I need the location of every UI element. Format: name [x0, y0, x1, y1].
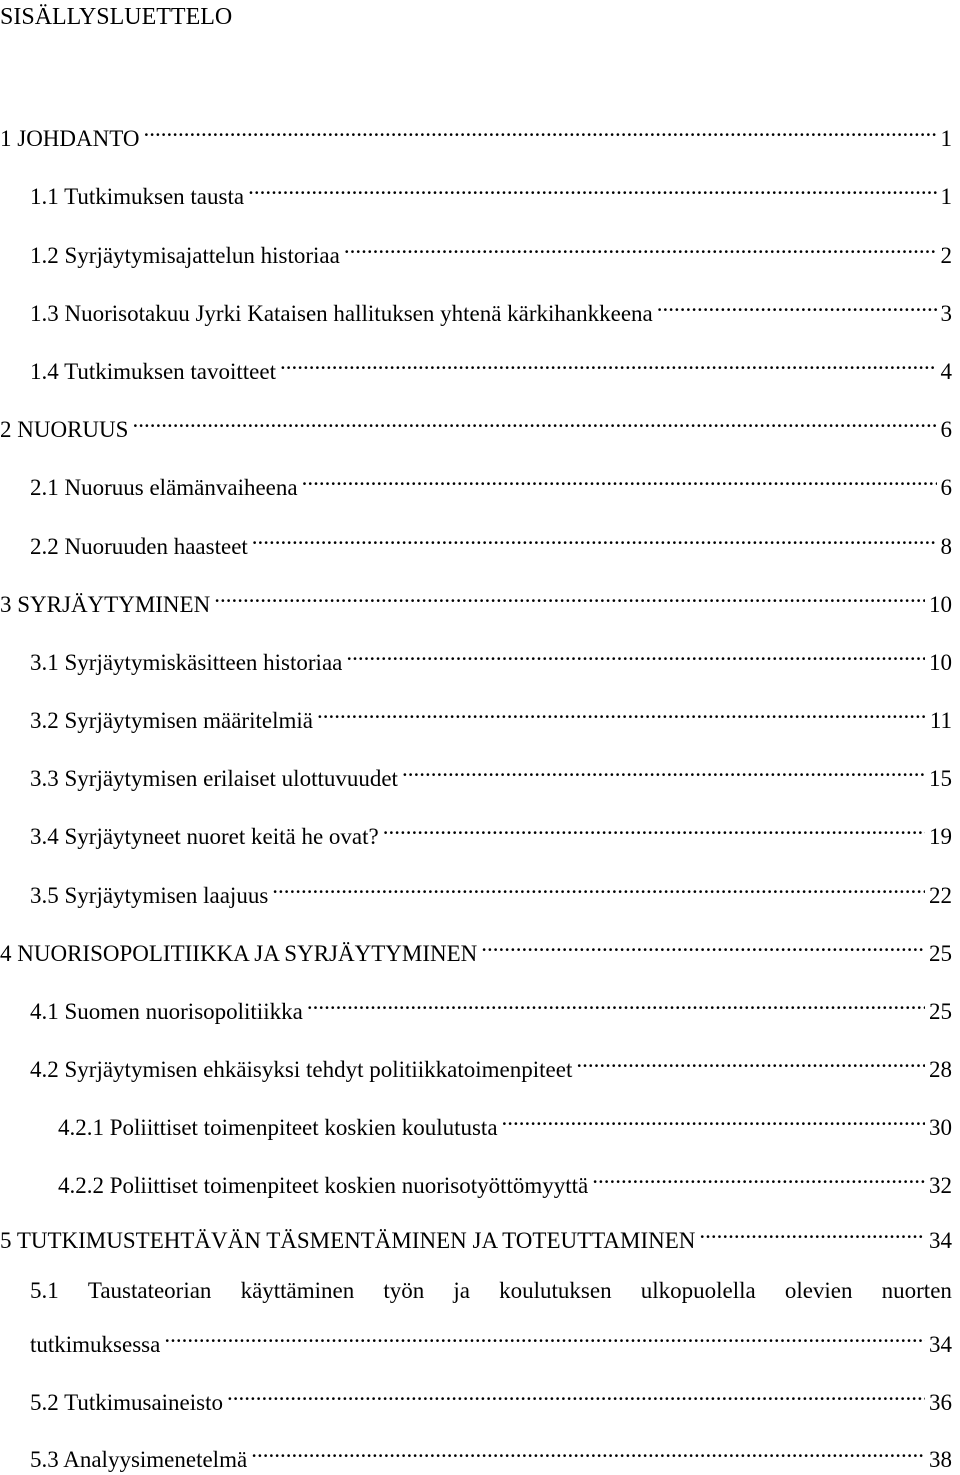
toc-leader-dots	[132, 407, 936, 437]
page-title: SISÄLLYSLUETTELO	[0, 4, 233, 30]
toc-leader-dots	[248, 174, 936, 204]
toc-page-number: 10	[929, 592, 952, 617]
toc-entry[interactable]	[0, 931, 952, 969]
toc-word: koulutuksen	[499, 1278, 612, 1303]
toc-entry-label: 2 NUORUUS	[0, 417, 129, 442]
toc-entry-label: 2.2 Nuoruuden haasteet	[30, 534, 248, 559]
toc-page-number: 34	[929, 1332, 952, 1357]
toc-entry-label: tutkimuksessa	[30, 1332, 161, 1357]
toc-entry[interactable]	[0, 116, 952, 154]
toc-leader-dots	[481, 931, 925, 961]
toc-page-number: 30	[929, 1115, 952, 1140]
toc-entry[interactable]	[58, 1163, 952, 1201]
toc-entry[interactable]	[30, 814, 952, 852]
toc-entry[interactable]	[0, 1218, 952, 1256]
toc-word: ja	[453, 1278, 470, 1303]
toc-leader-dots	[272, 873, 925, 903]
toc-entry[interactable]	[30, 756, 952, 794]
toc-entry[interactable]	[30, 1380, 952, 1418]
toc-leader-dots	[144, 116, 937, 146]
toc-leader-dots	[302, 465, 937, 495]
toc-entry-label: 1 JOHDANTO	[0, 126, 140, 151]
toc-page-number: 19	[929, 824, 952, 849]
toc-entry-label: 1.4 Tutkimuksen tavoitteet	[30, 359, 276, 384]
toc-page-number: 3	[940, 301, 952, 326]
toc-page-number: 1	[940, 126, 952, 151]
toc-leader-dots	[402, 756, 925, 786]
toc-entry-label: 4.1 Suomen nuorisopolitiikka	[30, 999, 303, 1024]
toc-entry-label: 3.3 Syrjäytymisen erilaiset ulottuvuudet	[30, 766, 398, 791]
toc-entry-label: 5.2 Tutkimusaineisto	[30, 1390, 223, 1415]
toc-leader-dots	[592, 1163, 925, 1193]
toc-page-number: 6	[940, 417, 952, 442]
toc-entry[interactable]	[0, 407, 952, 445]
toc-page-number: 11	[929, 708, 952, 733]
toc-entry[interactable]	[30, 291, 952, 329]
toc-entry[interactable]	[30, 1047, 952, 1085]
toc-entry[interactable]	[30, 873, 952, 911]
toc-entry-label: 4 NUORISOPOLITIIKKA JA SYRJÄYTYMINEN	[0, 941, 478, 966]
toc-entry-label: 2.1 Nuoruus elämänvaiheena	[30, 475, 298, 500]
toc-leader-dots	[383, 814, 925, 844]
toc-leader-dots	[502, 1105, 925, 1135]
toc-entry[interactable]	[30, 989, 952, 1027]
toc-leader-dots	[699, 1218, 925, 1248]
toc-leader-dots	[227, 1380, 925, 1410]
toc-entry[interactable]	[30, 640, 952, 678]
toc-entry[interactable]	[30, 698, 952, 736]
toc-entry[interactable]	[30, 349, 952, 387]
toc-leader-dots	[344, 233, 937, 263]
toc-page-number: 38	[929, 1447, 952, 1472]
toc-page-number: 32	[929, 1173, 952, 1198]
toc-page-number: 28	[929, 1057, 952, 1082]
toc-entry[interactable]	[30, 233, 952, 271]
toc-entry[interactable]	[30, 1437, 952, 1475]
toc-entry-label: 1.1 Tutkimuksen tausta	[30, 184, 245, 209]
toc-word: käyttäminen	[240, 1278, 355, 1303]
toc-page-number: 6	[940, 475, 952, 500]
toc-entry-wrapped-first-line[interactable]	[30, 1276, 952, 1306]
toc-page-number: 8	[940, 534, 952, 559]
toc-leader-dots	[252, 524, 937, 554]
toc-word: työn	[383, 1278, 425, 1303]
toc-entry-label: 3 SYRJÄYTYMINEN	[0, 592, 211, 617]
toc-entry-label: 1.3 Nuorisotakuu Jyrki Kataisen hallituksen yhtenä kärkihankkeena	[30, 301, 653, 326]
toc-entry-label: 4.2 Syrjäytymisen ehkäisyksi tehdyt politiikkatoimenpiteet	[30, 1057, 573, 1082]
toc-page-number: 2	[940, 243, 952, 268]
toc-word: nuorten	[881, 1278, 952, 1303]
toc-entry[interactable]	[30, 465, 952, 503]
toc-page-number: 34	[929, 1228, 952, 1253]
toc-leader-dots	[164, 1322, 925, 1352]
toc-entry-label: 4.2.1 Poliittiset toimenpiteet koskien koulutusta	[58, 1115, 498, 1140]
toc-entry[interactable]	[58, 1105, 952, 1143]
toc-entry-label: 3.1 Syrjäytymiskäsitteen historiaa	[30, 650, 343, 675]
toc-entry[interactable]	[30, 1322, 952, 1360]
toc-page-number: 36	[929, 1390, 952, 1415]
toc-leader-dots	[576, 1047, 925, 1077]
toc-page-number: 25	[929, 999, 952, 1024]
toc-entry-label: 5.3 Analyysimenetelmä	[30, 1447, 248, 1472]
toc-page-number: 10	[929, 650, 952, 675]
toc-leader-dots	[280, 349, 937, 379]
toc-entry-label: 4.2.2 Poliittiset toimenpiteet koskien nuorisotyöttömyyttä	[58, 1173, 589, 1198]
toc-leader-dots	[214, 582, 925, 612]
toc-entry[interactable]	[30, 174, 952, 212]
toc-word: olevien	[784, 1278, 853, 1303]
toc-entry-label: 3.2 Syrjäytymisen määritelmiä	[30, 708, 313, 733]
toc-page-number: 25	[929, 941, 952, 966]
toc-entry-label: 5 TUTKIMUSTEHTÄVÄN TÄSMENTÄMINEN JA TOTEUTTAMINEN	[0, 1228, 696, 1253]
toc-entry-label: 3.4 Syrjäytyneet nuoret keitä he ovat?	[30, 824, 379, 849]
toc-page-number: 22	[929, 883, 952, 908]
toc-word: Taustateorian	[87, 1278, 212, 1303]
toc-page-number: 4	[940, 359, 952, 384]
toc-entry[interactable]	[0, 582, 952, 620]
toc-word: ulkopuolella	[640, 1278, 756, 1303]
toc-leader-dots	[657, 291, 937, 321]
toc-word: 5.1	[30, 1278, 59, 1303]
toc-leader-dots	[317, 698, 926, 728]
toc-page-number: 15	[929, 766, 952, 791]
toc-entry-label: 3.5 Syrjäytymisen laajuus	[30, 883, 269, 908]
toc-leader-dots	[307, 989, 925, 1019]
toc-leader-dots	[346, 640, 925, 670]
toc-leader-dots	[251, 1437, 925, 1467]
toc-page-number: 1	[940, 184, 952, 209]
toc-entry[interactable]	[30, 524, 952, 562]
toc-entry-label: 1.2 Syrjäytymisajattelun historiaa	[30, 243, 340, 268]
